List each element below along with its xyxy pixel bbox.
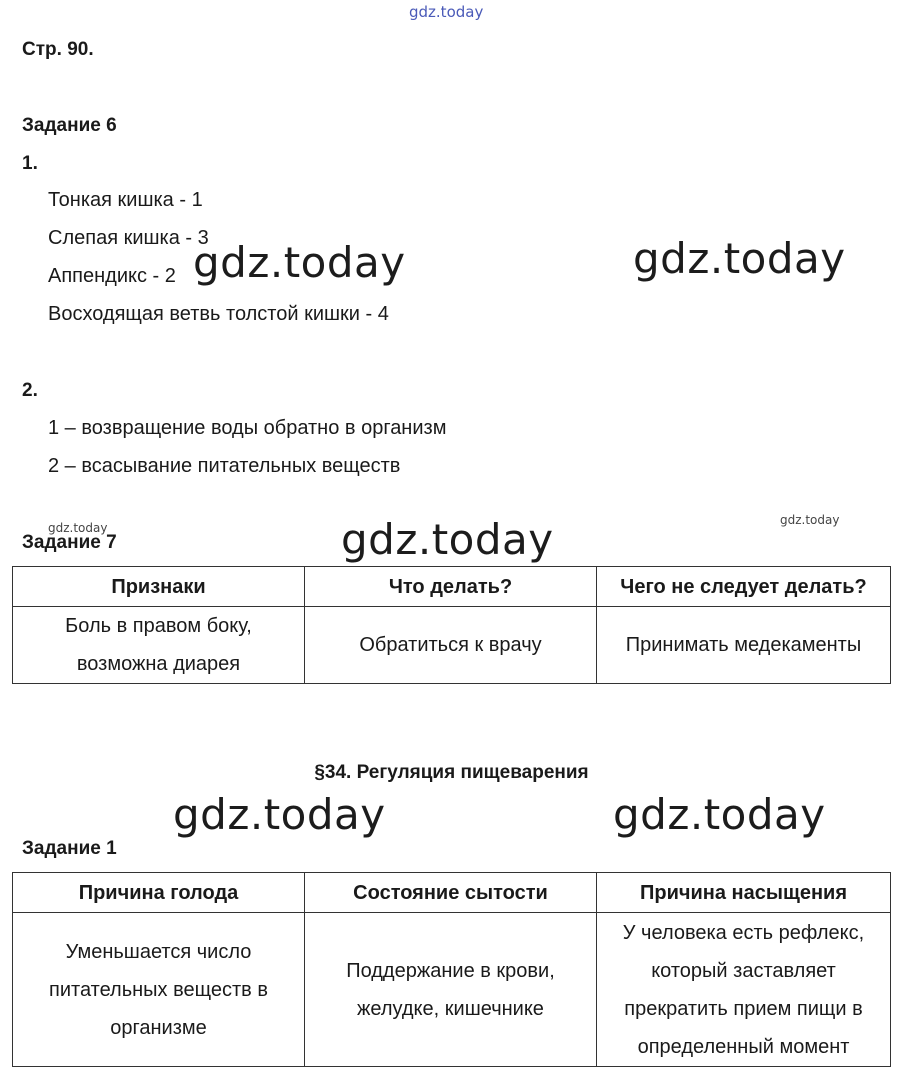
section-title: §34. Регуляция пищеварения <box>314 762 589 783</box>
list-item: Аппендикс - 2 <box>48 265 176 287</box>
table-cell <box>13 913 305 1067</box>
cell-line: определенный момент <box>637 1035 850 1058</box>
table-row <box>13 913 891 1067</box>
table-cell <box>597 607 891 684</box>
list-item: Восходящая ветвь толстой кишки - 4 <box>48 303 389 325</box>
table-row <box>13 607 891 684</box>
table-cell <box>597 913 891 1067</box>
table-header-row <box>13 873 891 913</box>
watermark: gdz.today <box>193 238 406 287</box>
table-cell <box>305 607 597 684</box>
column-header: Состояние сытости <box>305 873 597 913</box>
column-header: Причина голода <box>13 873 305 913</box>
table-cell <box>13 607 305 684</box>
cell-line: Боль в правом боку, <box>65 615 252 637</box>
task6-heading: Задание 6 <box>22 115 117 136</box>
list-item: 1 – возвращение воды обратно в организм <box>48 417 447 439</box>
cell-line: желудке, кишечнике <box>357 997 544 1020</box>
watermark: gdz.today <box>173 790 386 839</box>
column-header: Причина насыщения <box>597 873 891 913</box>
cell-line: Обратиться к врачу <box>359 634 542 656</box>
table-header-row <box>13 567 891 607</box>
table-cell <box>305 913 597 1067</box>
column-header: Чего не следует делать? <box>597 567 891 607</box>
watermark: gdz.today <box>613 790 826 839</box>
cell-line: У человека есть рефлекс, <box>622 921 865 944</box>
task7-heading: Задание 7 <box>22 532 117 553</box>
task7-table <box>12 566 891 684</box>
column-header: Признаки <box>13 567 305 607</box>
task6-part1-number: 1. <box>22 153 38 174</box>
cell-line: питательных веществ в <box>49 978 268 1001</box>
watermark-small: gdz.today <box>48 521 108 535</box>
watermark-top: gdz.today <box>409 3 484 21</box>
task6-part2-number: 2. <box>22 380 38 401</box>
column-header: Что делать? <box>305 567 597 607</box>
watermark: gdz.today <box>341 515 554 564</box>
list-item: Тонкая кишка - 1 <box>48 189 203 211</box>
cell-line: прекратить прием пищи в <box>624 997 863 1020</box>
cell-line: Уменьшается число <box>65 940 252 963</box>
list-item: 2 – всасывание питательных веществ <box>48 455 401 477</box>
list-item: Слепая кишка - 3 <box>48 227 209 249</box>
cell-line: который заставляет <box>651 959 836 982</box>
cell-line: организме <box>110 1016 207 1039</box>
watermark-small: gdz.today <box>780 513 840 527</box>
cell-line: Поддержание в крови, <box>346 959 555 982</box>
task1-table <box>12 872 891 1067</box>
cell-line: Принимать медекаменты <box>625 634 862 656</box>
cell-line: возможна диарея <box>76 653 241 675</box>
page-label: Стр. 90. <box>22 39 94 60</box>
task1-heading: Задание 1 <box>22 838 117 859</box>
watermark: gdz.today <box>633 234 846 283</box>
